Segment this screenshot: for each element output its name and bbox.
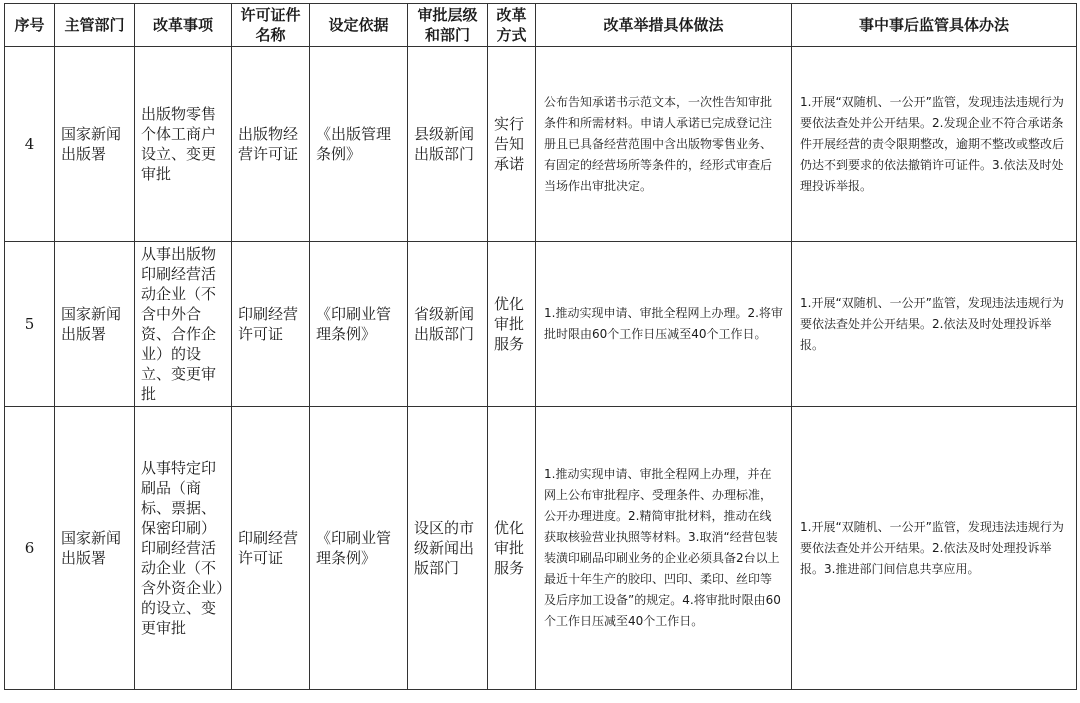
- cell-measures: 公布告知承诺书示范文本，一次性告知审批条件和所需材料。申请人承诺已完成登记注册且已具备经营范围中含出版物零售业务、有固定的经营场所等条件的，经形式审查后当场作出审批决定。: [536, 47, 792, 242]
- cell-level: 县级新闻出版部门: [408, 47, 488, 242]
- cell-dept: 国家新闻出版署: [55, 47, 135, 242]
- header-method: 改革方式: [488, 4, 536, 47]
- cell-license: 印刷经营许可证: [232, 242, 310, 407]
- cell-measures: 1.推动实现申请、审批全程网上办理。2.将审批时限由60个工作日压减至40个工作日。: [536, 242, 792, 407]
- cell-basis: 《印刷业管理条例》: [310, 242, 408, 407]
- header-basis: 设定依据: [310, 4, 408, 47]
- cell-item: 出版物零售个体工商户设立、变更审批: [135, 47, 232, 242]
- cell-item: 从事出版物印刷经营活动企业（不含中外合资、合作企业）的设立、变更审批: [135, 242, 232, 407]
- cell-level: 省级新闻出版部门: [408, 242, 488, 407]
- cell-seq: 4: [5, 47, 55, 242]
- cell-seq: 6: [5, 407, 55, 690]
- header-dept: 主管部门: [55, 4, 135, 47]
- cell-supervision: 1.开展“双随机、一公开”监管，发现违法违规行为要依法查处并公开结果。2.依法及时处理投诉举报。: [792, 242, 1077, 407]
- cell-supervision: 1.开展“双随机、一公开”监管，发现违法违规行为要依法查处并公开结果。2.依法及时处理投诉举报。3.推进部门间信息共享应用。: [792, 407, 1077, 690]
- header-row: [5, 4, 1077, 47]
- cell-basis: 《印刷业管理条例》: [310, 407, 408, 690]
- header-level: 审批层级和部门: [408, 4, 488, 47]
- cell-method: 实行告知承诺: [488, 47, 536, 242]
- cell-license: 印刷经营许可证: [232, 407, 310, 690]
- cell-license: 出版物经营许可证: [232, 47, 310, 242]
- table-row: [5, 47, 1077, 242]
- cell-basis: 《出版管理条例》: [310, 47, 408, 242]
- header-seq: 序号: [5, 4, 55, 47]
- cell-method: 优化审批服务: [488, 407, 536, 690]
- cell-level: 设区的市级新闻出版部门: [408, 407, 488, 690]
- cell-dept: 国家新闻出版署: [55, 242, 135, 407]
- cell-item: 从事特定印刷品（商标、票据、保密印刷）印刷经营活动企业（不含外资企业）的设立、变更审批: [135, 407, 232, 690]
- table-row: [5, 407, 1077, 690]
- cell-supervision: 1.开展“双随机、一公开”监管，发现违法违规行为要依法查处并公开结果。2.发现企业不符合承诺条件开展经营的责令限期整改，逾期不整改或整改后仍达不到要求的依法撤销许可证件。3.依法及时处理投诉举报。: [792, 47, 1077, 242]
- header-measures: 改革举措具体做法: [536, 4, 792, 47]
- header-item: 改革事项: [135, 4, 232, 47]
- cell-method: 优化审批服务: [488, 242, 536, 407]
- cell-dept: 国家新闻出版署: [55, 407, 135, 690]
- header-license: 许可证件名称: [232, 4, 310, 47]
- reform-table: [4, 3, 1077, 690]
- table-row: [5, 242, 1077, 407]
- header-supervision: 事中事后监管具体办法: [792, 4, 1077, 47]
- cell-seq: 5: [5, 242, 55, 407]
- cell-measures: 1.推动实现申请、审批全程网上办理，并在网上公布审批程序、受理条件、办理标准，公开办理进度。2.精简审批材料，推动在线获取核验营业执照等材料。3.取消“经营包装装潢印刷品印刷业务的企业必须具备2台以上最近十年生产的胶印、凹印、柔印、丝印等及后序加工设备”的规定。4.将审批时限由60个工作日压减至40个工作日。: [536, 407, 792, 690]
